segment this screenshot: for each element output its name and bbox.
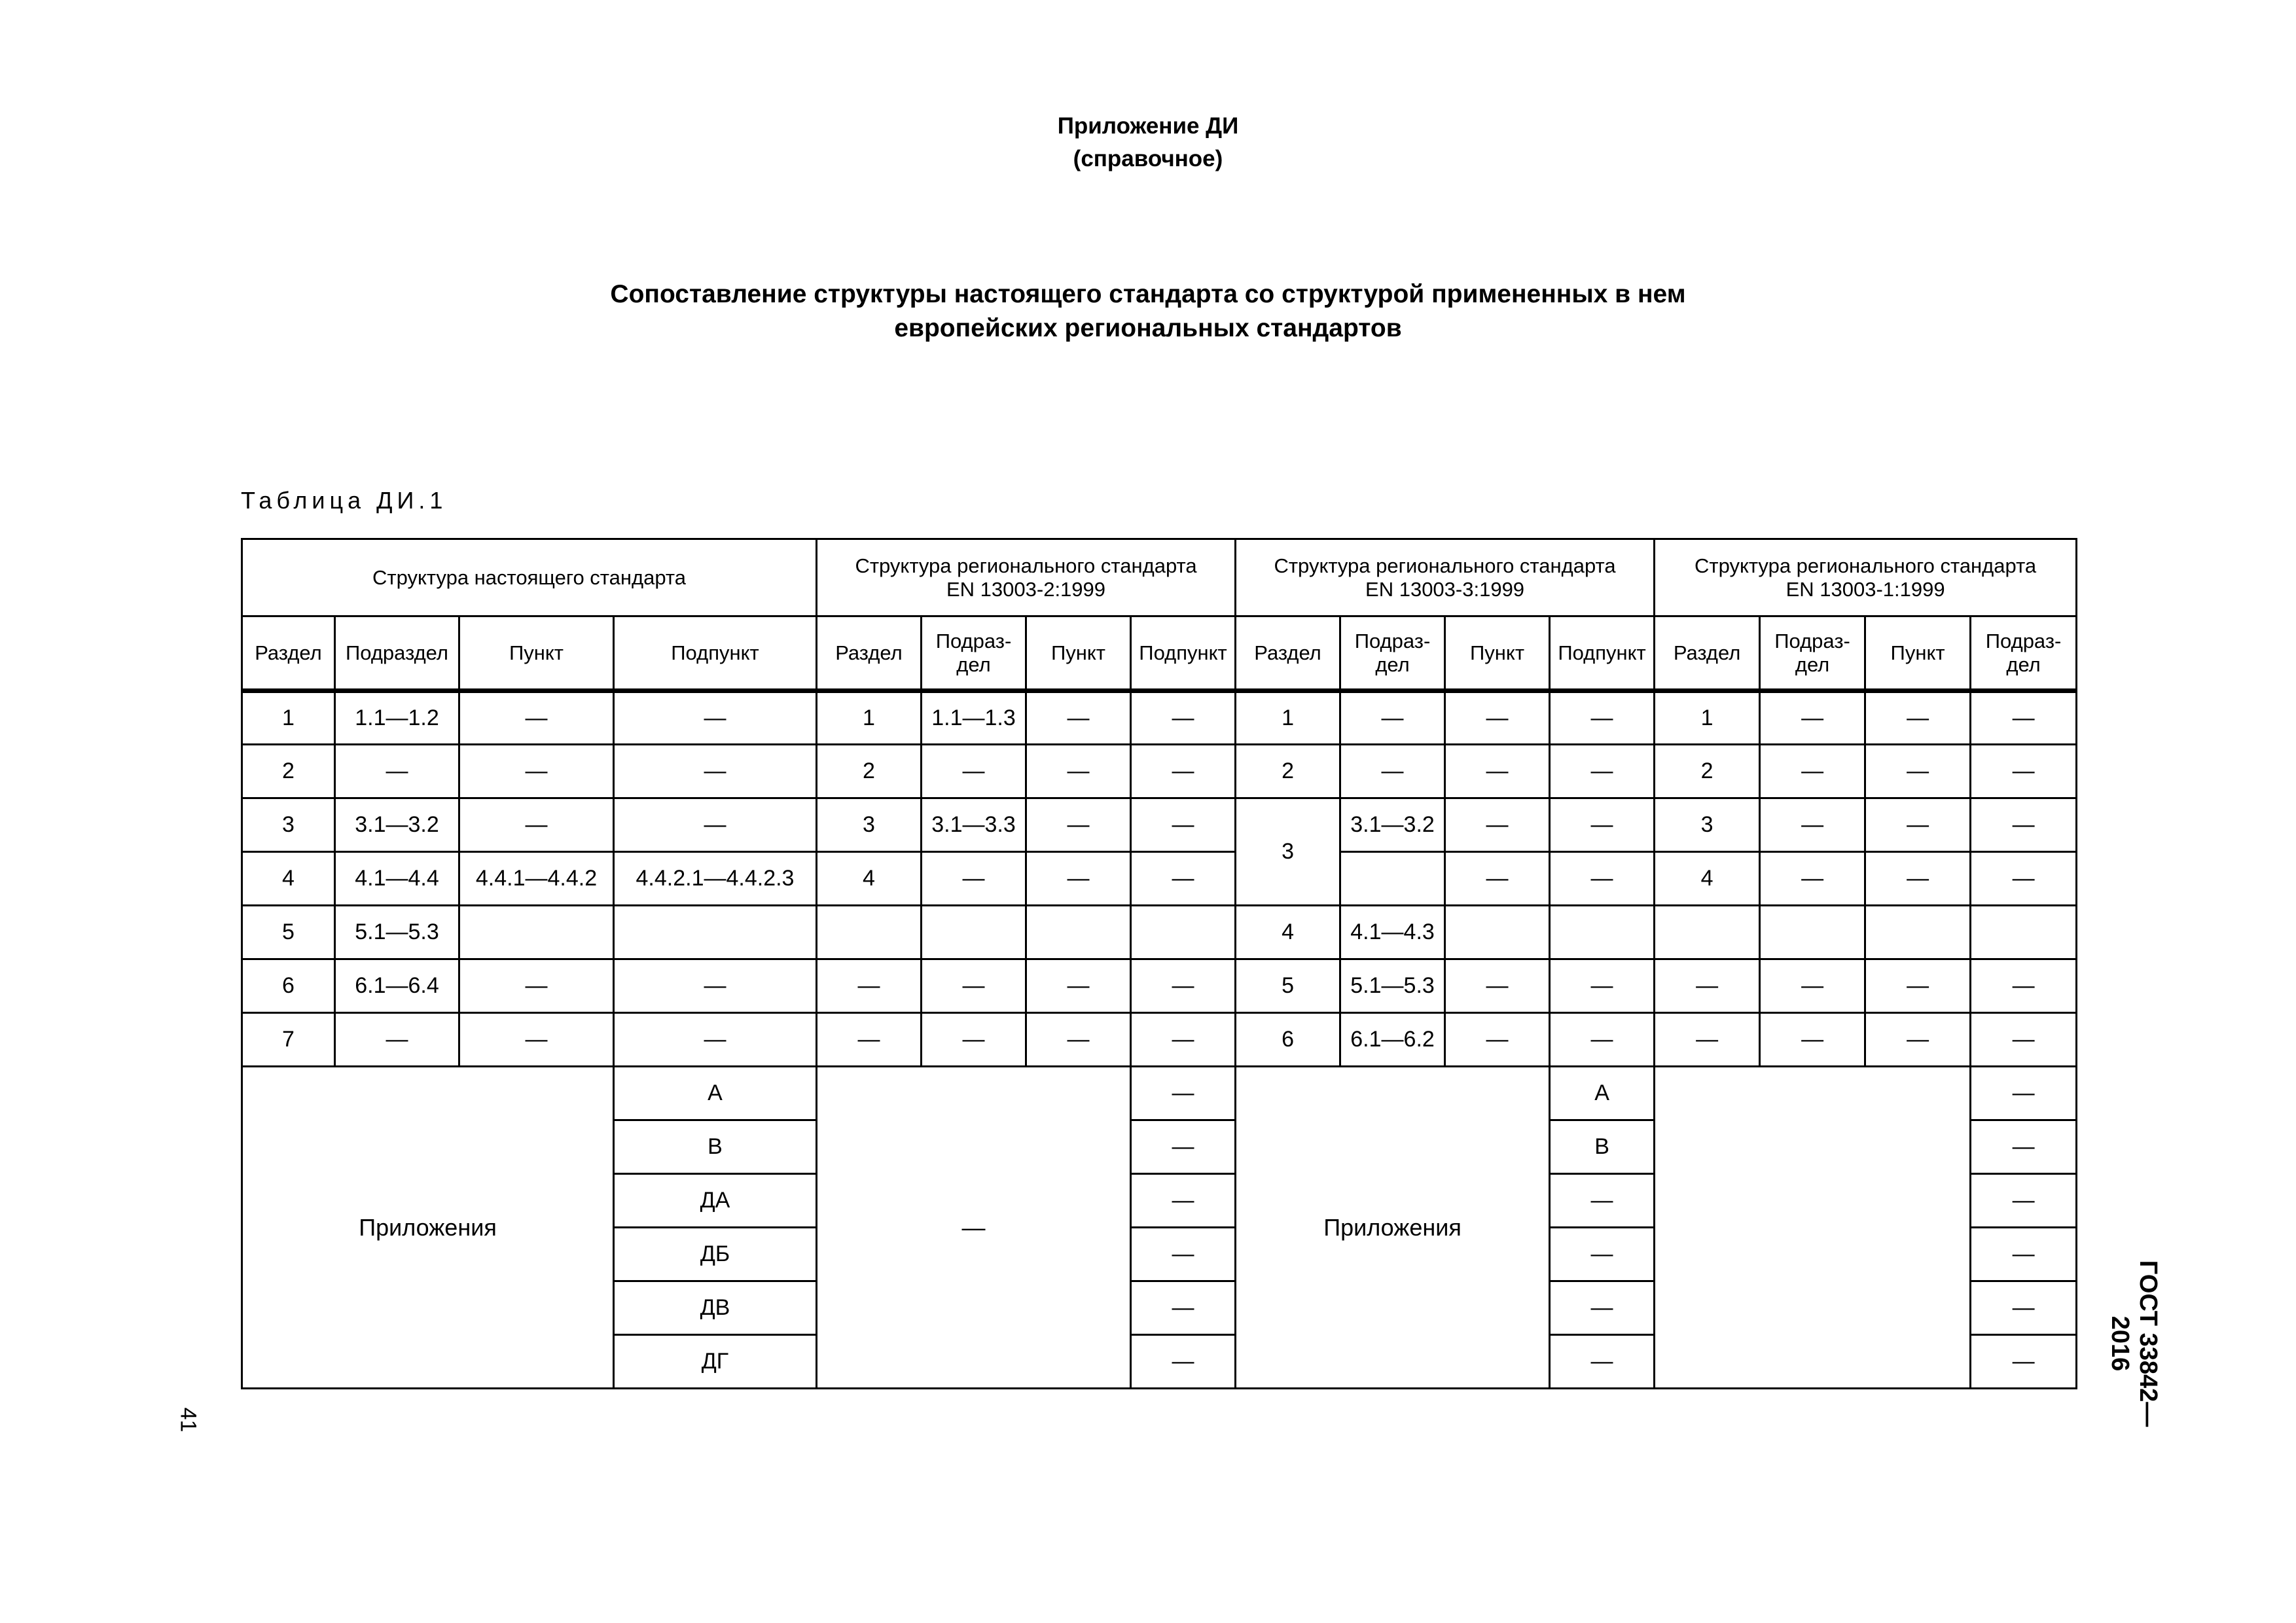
annex-cell: ДВ (614, 1281, 817, 1335)
standard-designation: ГОСТ 33842—2016 (2106, 1260, 2162, 1427)
cell: — (1445, 959, 1550, 1013)
cell: 1 (1655, 691, 1760, 745)
annex-title-line2: (справочное) (1073, 146, 1223, 171)
cell: — (1971, 745, 2077, 798)
cell: — (922, 959, 1026, 1013)
annexes-en1-empty (1655, 1067, 1971, 1389)
annex-title (0, 110, 2296, 175)
cell: — (1655, 1013, 1760, 1067)
cell: 6 (1236, 1013, 1340, 1067)
cell (1131, 906, 1236, 959)
cell: — (1550, 852, 1655, 906)
table-caption: Таблица ДИ.1 (241, 487, 448, 514)
cell: — (1760, 745, 1865, 798)
table-row (242, 852, 2077, 906)
col-header: Подраз- дел (1340, 616, 1445, 691)
col-header: Пункт (459, 616, 614, 691)
annex-cell: А (614, 1067, 817, 1120)
annex-cell: ДГ (614, 1335, 817, 1389)
cell: 3 (242, 798, 335, 852)
cell: — (1550, 1013, 1655, 1067)
col-header: Пункт (1026, 616, 1131, 691)
cell (1760, 906, 1865, 959)
annex-cell: — (1971, 1228, 2077, 1281)
cell: — (1760, 798, 1865, 852)
cell: 3.1—3.2 (1340, 798, 1445, 852)
cell: — (1026, 959, 1131, 1013)
cell (1550, 906, 1655, 959)
cell: 4 (1655, 852, 1760, 906)
annex-cell: — (1131, 1335, 1236, 1389)
table-row (242, 691, 2077, 745)
cell: — (1760, 691, 1865, 745)
cell: — (614, 1013, 817, 1067)
col-header: Подпункт (614, 616, 817, 691)
page-number: 41 (175, 1407, 201, 1433)
col-header: Подраз- дел (1760, 616, 1865, 691)
annex-cell: — (1131, 1228, 1236, 1281)
cell: 3 (817, 798, 922, 852)
cell: 2 (242, 745, 335, 798)
cell: 2 (817, 745, 922, 798)
column-header-row (242, 616, 2077, 691)
cell: 4 (817, 852, 922, 906)
group-en13003-1: Структура регионального стандарта EN 13003-1:1999 (1655, 539, 2077, 616)
col-header: Подпункт (1550, 616, 1655, 691)
annexes-label-en3: Приложения (1236, 1067, 1550, 1389)
annex-cell: — (1971, 1281, 2077, 1335)
annex-cell: — (1971, 1067, 2077, 1120)
cell: — (459, 745, 614, 798)
annex-cell: — (1550, 1335, 1655, 1389)
heading-line2: европейских региональных стандартов (894, 314, 1402, 342)
cell: — (1865, 852, 1971, 906)
cell: — (817, 1013, 922, 1067)
annex-cell: — (1131, 1174, 1236, 1228)
cell (1445, 906, 1550, 959)
cell: — (1971, 852, 2077, 906)
cell: — (459, 1013, 614, 1067)
cell: 5.1—5.3 (1340, 959, 1445, 1013)
cell: 4.4.2.1—4.4.2.3 (614, 852, 817, 906)
cell: — (1550, 691, 1655, 745)
cell-merged: 3 (1236, 798, 1340, 906)
cell: — (614, 959, 817, 1013)
cell: — (1971, 691, 2077, 745)
cell: 2 (1236, 745, 1340, 798)
cell: — (1760, 959, 1865, 1013)
cell: — (1131, 798, 1236, 852)
cell (1865, 906, 1971, 959)
document-heading (0, 277, 2296, 346)
cell: 6.1—6.4 (335, 959, 459, 1013)
cell: 1.1—1.2 (335, 691, 459, 745)
col-header: Пункт (1865, 616, 1971, 691)
cell: 1 (242, 691, 335, 745)
cell: — (1340, 745, 1445, 798)
cell: — (922, 852, 1026, 906)
cell: 5 (1236, 959, 1340, 1013)
cell: 4 (1236, 906, 1340, 959)
annex-cell: В (614, 1120, 817, 1174)
cell: — (1026, 745, 1131, 798)
cell (1655, 906, 1760, 959)
table-row (242, 745, 2077, 798)
cell: — (1971, 959, 2077, 1013)
cell: — (922, 1013, 1026, 1067)
cell: — (1865, 745, 1971, 798)
cell: — (1445, 1013, 1550, 1067)
cell: — (459, 798, 614, 852)
table-row (242, 959, 2077, 1013)
col-header: Подраз- дел (922, 616, 1026, 691)
cell: 7 (242, 1013, 335, 1067)
cell: 2 (1655, 745, 1760, 798)
cell: — (1026, 798, 1131, 852)
cell: — (1026, 852, 1131, 906)
cell: 1.1—1.3 (922, 691, 1026, 745)
comparison-table (241, 538, 2077, 1389)
cell: — (922, 745, 1026, 798)
annexes-label-current: Приложения (242, 1067, 614, 1389)
cell: — (1131, 691, 1236, 745)
annex-cell: — (1131, 1120, 1236, 1174)
annex-cell: — (1131, 1067, 1236, 1120)
cell (459, 906, 614, 959)
group-header-row (242, 539, 2077, 616)
cell: — (1445, 691, 1550, 745)
annex-cell: — (1971, 1335, 2077, 1389)
cell: — (1971, 1013, 2077, 1067)
cell: — (1865, 691, 1971, 745)
cell: — (614, 691, 817, 745)
table-row (242, 1013, 2077, 1067)
cell: 3.1—3.3 (922, 798, 1026, 852)
cell: — (1445, 745, 1550, 798)
col-header: Подраз- дел (1971, 616, 2077, 691)
cell: — (1865, 798, 1971, 852)
cell: — (1550, 959, 1655, 1013)
cell: 4.1—4.4 (335, 852, 459, 906)
col-header: Раздел (242, 616, 335, 691)
cell: 4.1—4.3 (1340, 906, 1445, 959)
table-row (242, 798, 2077, 852)
cell (614, 906, 817, 959)
cell: 3.1—3.2 (335, 798, 459, 852)
cell: — (1655, 959, 1760, 1013)
cell: 1 (1236, 691, 1340, 745)
cell: — (1760, 1013, 1865, 1067)
cell (1971, 906, 2077, 959)
cell (922, 906, 1026, 959)
cell: — (1865, 959, 1971, 1013)
col-header: Пункт (1445, 616, 1550, 691)
annex-cell: А (1550, 1067, 1655, 1120)
cell: — (1131, 959, 1236, 1013)
annex-cell: ДА (614, 1174, 817, 1228)
cell: — (1340, 691, 1445, 745)
annex-cell: — (1550, 1174, 1655, 1228)
heading-line1: Сопоставление структуры настоящего стандарта со структурой примененных в нем (610, 280, 1686, 308)
cell: — (335, 1013, 459, 1067)
cell: — (459, 691, 614, 745)
cell: — (1971, 798, 2077, 852)
cell: — (1131, 745, 1236, 798)
group-en13003-2: Структура регионального стандарта EN 13003-2:1999 (817, 539, 1236, 616)
cell: 6.1—6.2 (1340, 1013, 1445, 1067)
group-current-standard: Структура настоящего стандарта (242, 539, 817, 616)
cell: 5 (242, 906, 335, 959)
cell (817, 906, 922, 959)
col-header: Подпункт (1131, 616, 1236, 691)
cell: 4 (242, 852, 335, 906)
cell: — (817, 959, 922, 1013)
cell: — (1550, 745, 1655, 798)
cell: — (1026, 691, 1131, 745)
cell: — (614, 745, 817, 798)
cell: — (1445, 798, 1550, 852)
cell: 5.1—5.3 (335, 906, 459, 959)
cell: 3 (1655, 798, 1760, 852)
cell (1340, 852, 1445, 906)
annex-cell: — (1971, 1120, 2077, 1174)
cell: — (1131, 1013, 1236, 1067)
group-en13003-3: Структура регионального стандарта EN 13003-3:1999 (1236, 539, 1655, 616)
annex-title-line1: Приложение ДИ (1057, 113, 1239, 139)
cell: 4.4.1—4.4.2 (459, 852, 614, 906)
annex-row (242, 1067, 2077, 1120)
annex-cell: — (1971, 1174, 2077, 1228)
col-header: Раздел (817, 616, 922, 691)
cell: — (1445, 852, 1550, 906)
cell: — (1131, 852, 1236, 906)
annex-cell: ДБ (614, 1228, 817, 1281)
cell: — (1026, 1013, 1131, 1067)
cell: 1 (817, 691, 922, 745)
cell: — (1550, 798, 1655, 852)
col-header: Подраздел (335, 616, 459, 691)
annex-cell: — (1550, 1228, 1655, 1281)
cell: — (1865, 1013, 1971, 1067)
cell: — (614, 798, 817, 852)
cell: — (1760, 852, 1865, 906)
annex-cell: — (1131, 1281, 1236, 1335)
col-header: Раздел (1236, 616, 1340, 691)
table-row (242, 906, 2077, 959)
cell: — (459, 959, 614, 1013)
cell: — (335, 745, 459, 798)
annex-cell: — (1550, 1281, 1655, 1335)
cell (1026, 906, 1131, 959)
annex-cell: В (1550, 1120, 1655, 1174)
cell: 6 (242, 959, 335, 1013)
col-header: Раздел (1655, 616, 1760, 691)
annexes-en2-dash: — (817, 1067, 1131, 1389)
